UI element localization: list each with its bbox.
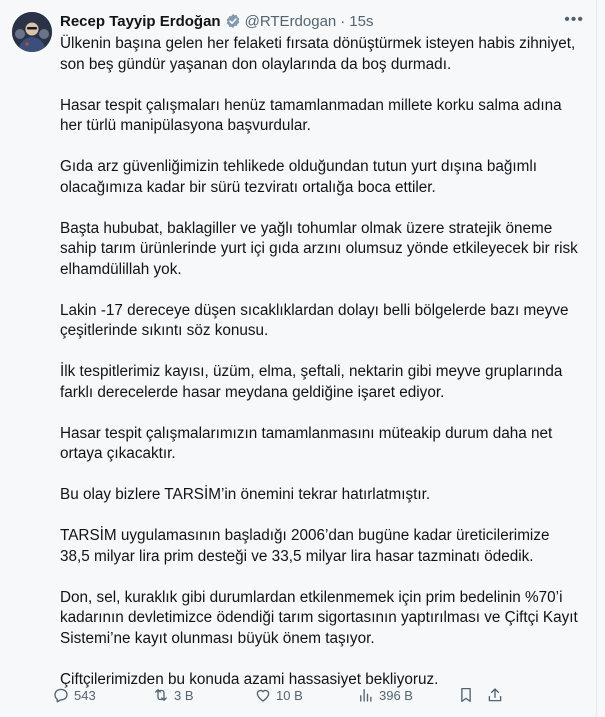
retweet-icon	[152, 686, 170, 704]
bookmark-button[interactable]	[457, 686, 475, 704]
tweet-header	[60, 10, 580, 32]
timestamp[interactable]: 15s	[349, 12, 374, 30]
action-bar	[52, 684, 588, 706]
views-icon	[357, 686, 375, 704]
tweet-paragraph: Bu olay bizlere TARSİM’in önemini tekrar hatırlatmıştır.	[60, 486, 431, 503]
retweet-button[interactable]	[152, 686, 194, 704]
avatar-image	[12, 12, 52, 52]
reply-count: 543	[74, 687, 96, 703]
views-button[interactable]	[357, 686, 413, 704]
reply-icon	[52, 686, 70, 704]
tweet-paragraph: Don, sel, kuraklık gibi durumlardan etkilenmemek için prim bedelinin %70’i kadarının devletimizce ödendiği tarım sigortasının yaptırılması ve Çiftçi Kayıt Sistemi’ne kayıt olunması büyük önem taşıyor.	[60, 588, 578, 647]
retweet-count: 3 B	[174, 687, 194, 703]
reply-button[interactable]	[52, 686, 96, 704]
avatar[interactable]	[12, 12, 52, 52]
verified-badge-icon	[225, 13, 241, 29]
tweet-paragraph: Hasar tespit çalışmaları henüz tamamlanmadan millete korku salma adına her türlü manipülasyona başvurdular.	[60, 96, 562, 134]
separator-dot: ·	[340, 12, 346, 30]
tweet-paragraph: Hasar tespit çalışmalarımızın tamamlanmasını müteakip durum daha net ortaya çıkacaktır.	[60, 424, 553, 462]
tweet-paragraph: Gıda arz güvenliğimizin tehlikede olduğundan tutun yurt dışına bağımlı olacağımıza kadar bir sürü tezviratı ortalığa boca ettiler.	[60, 158, 538, 196]
tweet-paragraph: İlk tespitlerimiz kayısı, üzüm, elma, şeftali, nektarin gibi meyve gruplarında farklı derecelerde hasar meydana geldiğine işaret ediyor.	[60, 363, 563, 401]
share-icon	[486, 686, 504, 704]
tweet-text	[60, 34, 580, 711]
views-count: 396 B	[379, 687, 413, 703]
like-button[interactable]	[254, 686, 303, 704]
author-name[interactable]: Recep Tayyip Erdoğan	[60, 12, 221, 30]
tweet-paragraph: Çiftçilerimizden bu konuda azami hassasiyet bekliyoruz.	[60, 670, 439, 688]
author-handle[interactable]: @RTErdogan	[244, 12, 337, 30]
tweet-paragraph: TARSİM uygulamasının başladığı 2006’dan bugüne kadar üreticilerimize 38,5 milyar lira prim desteği ve 33,5 milyar lira hasar tazminatı ödedik.	[60, 527, 550, 565]
heart-icon	[254, 686, 272, 704]
more-horizontal-icon: •••	[564, 11, 584, 28]
share-button[interactable]	[486, 686, 504, 704]
bookmark-icon	[457, 686, 475, 704]
more-options-button[interactable]	[564, 12, 584, 28]
tweet-paragraph: Başta hububat, baklagiller ve yağlı tohumlar olmak üzere stratejik öneme sahip tarım ürünlerinde yurt içi gıda arzını olumsuz yönde etkileyecek bir risk elhamdülillah yok.	[60, 219, 578, 278]
tweet-paragraph: Ülkenin başına gelen her felaketi fırsata dönüştürmek isteyen habis zihniyet, son beş gündür yaşanan don olaylarında da boş durmadı.	[60, 35, 576, 73]
tweet-paragraph: Lakin -17 dereceye düşen sıcaklıklardan dolayı belli bölgelerde bazı meyve çeşitlerinde sıkıntı söz konusu.	[60, 301, 569, 339]
like-count: 10 B	[276, 687, 303, 703]
